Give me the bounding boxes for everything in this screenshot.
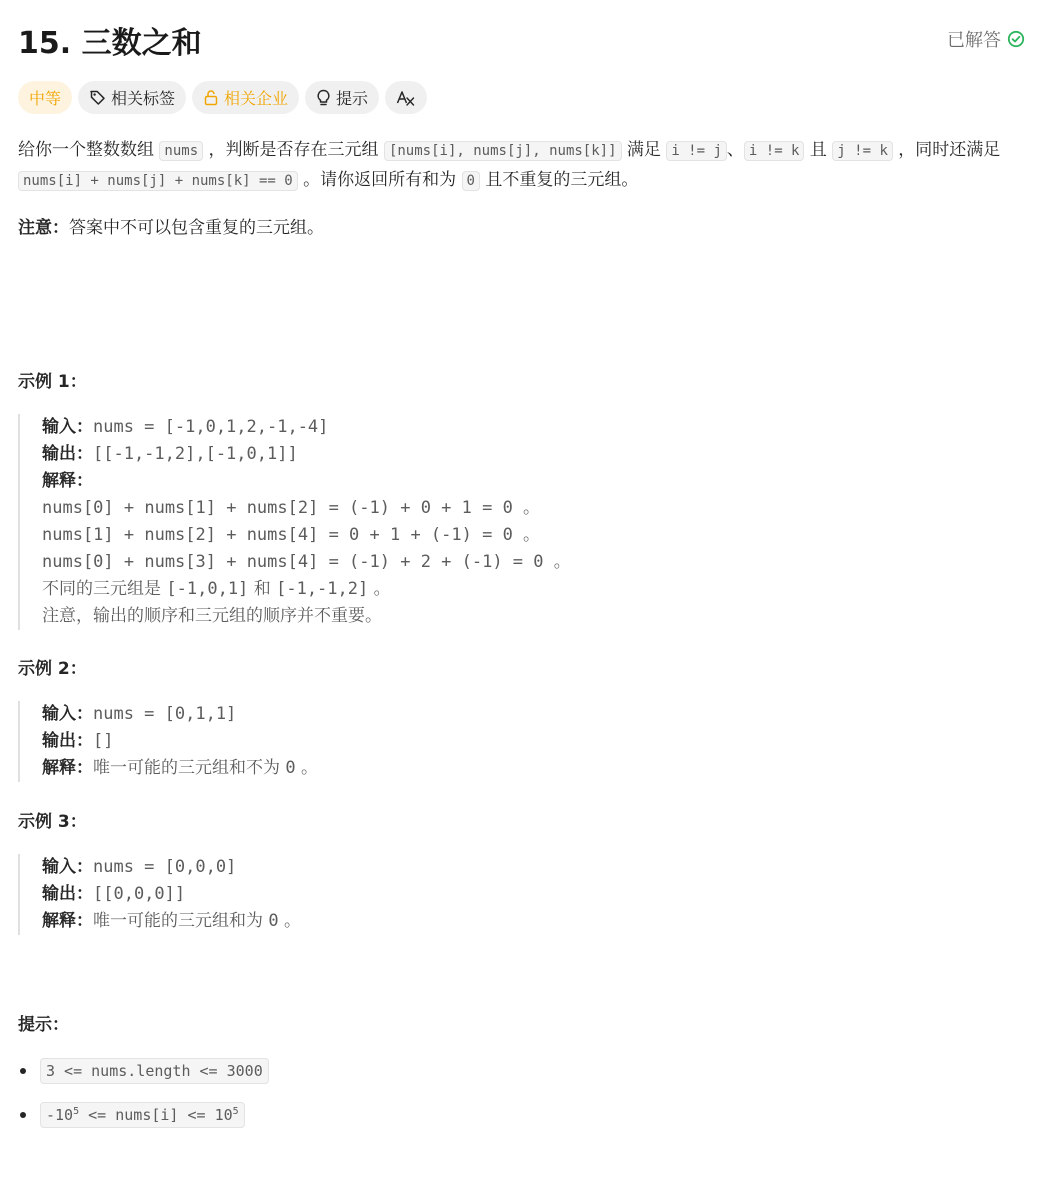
companies-label: 相关企业: [224, 89, 289, 108]
explain-value: 0: [285, 758, 296, 778]
tag-icon: [89, 89, 106, 106]
example-explain-line: [42, 468, 571, 495]
example-output-line: [42, 881, 301, 908]
constraint-text: -10: [46, 1106, 74, 1124]
translate-icon: [396, 89, 416, 107]
example-2-block: [18, 701, 318, 782]
distinct-triplets-line: [42, 576, 571, 603]
constraint-item: [18, 1054, 269, 1098]
input-label: 输入：: [42, 417, 93, 437]
explain-value: 0: [268, 911, 279, 931]
example-output: [[-1,-1,2],[-1,0,1]]: [93, 444, 298, 464]
hint-label: 提示: [336, 89, 369, 108]
example-output: []: [93, 731, 114, 751]
topics-tag-button[interactable]: [78, 81, 186, 114]
example-3-title: 示例 3：: [18, 812, 87, 832]
order-note-line: 注意，输出的顺序和三元组的顺序并不重要。: [42, 606, 382, 626]
companies-tag-button[interactable]: [192, 81, 299, 114]
desc-text: 、: [726, 140, 744, 160]
inline-code: 0: [462, 171, 480, 191]
constraint-item: [18, 1098, 269, 1142]
example-output-line: [42, 728, 318, 755]
desc-text: 且: [804, 140, 833, 160]
inline-code: nums[i] + nums[j] + nums[k] == 0: [18, 171, 298, 191]
inline-code: nums: [159, 141, 203, 161]
desc-text: 给你一个整数数组: [18, 140, 160, 160]
hint-tag-button[interactable]: [305, 81, 379, 114]
note-paragraph: [18, 215, 1028, 241]
example-output: [[0,0,0]]: [93, 884, 186, 904]
inline-code: i != j: [666, 141, 727, 161]
desc-text: 且不重复的三元组。: [479, 170, 639, 190]
explain-step: nums[0] + nums[1] + nums[2] = (-1) + 0 + 1 = 0 。: [42, 498, 541, 518]
output-label: 输出：: [42, 731, 93, 751]
input-label: 输入：: [42, 704, 93, 724]
example-input-line: [42, 701, 318, 728]
example-output-line: [42, 441, 571, 468]
inline-code: i != k: [744, 141, 805, 161]
explain-text: 和: [248, 579, 277, 599]
explain-text: 。: [295, 758, 319, 778]
output-label: 输出：: [42, 444, 93, 464]
triplet-value: [-1,0,1]: [166, 579, 249, 599]
lightbulb-icon: [316, 89, 331, 107]
explain-label: 解释：: [42, 911, 93, 931]
note-text: 答案中不可以包含重复的三元组。: [69, 218, 324, 238]
solved-label: 已解答: [947, 30, 1001, 51]
example-input: nums = [0,1,1]: [93, 704, 237, 724]
problem-title: 15. 三数之和: [18, 26, 202, 61]
example-input-line: [42, 414, 571, 441]
difficulty-tag[interactable]: [18, 81, 72, 114]
constraint-code: 3 <= nums.length <= 3000: [40, 1058, 269, 1084]
constraint-text: <= nums[i] <= 10: [79, 1106, 233, 1124]
check-circle-icon: [1007, 30, 1025, 48]
inline-code: j != k: [832, 141, 893, 161]
explain-step: nums[0] + nums[3] + nums[4] = (-1) + 2 + (-1) = 0 。: [42, 552, 571, 572]
explain-step: nums[1] + nums[2] + nums[4] = 0 + 1 + (-1) = 0 。: [42, 525, 541, 545]
example-explain-line: [42, 908, 301, 935]
explain-text: 。: [278, 911, 302, 931]
solved-status: [947, 26, 1025, 52]
explain-text: 不同的三元组是: [42, 579, 167, 599]
explain-text: 唯一可能的三元组和不为: [93, 758, 286, 778]
translate-button[interactable]: [385, 81, 427, 114]
example-explain-line: [42, 755, 318, 782]
output-label: 输出：: [42, 884, 93, 904]
tag-bar: [18, 81, 427, 114]
desc-text: ，判断是否存在三元组: [203, 140, 384, 160]
explain-label: 解释：: [42, 471, 93, 491]
note-label: 注意：: [18, 218, 69, 238]
example-1-title: 示例 1：: [18, 372, 87, 392]
explain-text: 唯一可能的三元组和为: [93, 911, 269, 931]
problem-description: [18, 136, 1028, 196]
desc-text: ，同时还满足: [892, 140, 1001, 160]
example-2-title: 示例 2：: [18, 659, 87, 679]
constraints-title: 提示：: [18, 1015, 69, 1035]
constraint-code: [40, 1102, 245, 1128]
example-1-block: [18, 414, 571, 630]
explain-text: 。: [368, 579, 391, 599]
input-label: 输入：: [42, 857, 93, 877]
triplet-value: [-1,-1,2]: [276, 579, 369, 599]
topics-label: 相关标签: [111, 89, 176, 108]
desc-text: 满足: [621, 140, 667, 160]
difficulty-label: 中等: [29, 89, 62, 108]
lock-icon: [203, 89, 219, 106]
desc-text: 。请你返回所有和为: [297, 170, 462, 190]
example-input-line: [42, 854, 301, 881]
exponent: 5: [232, 1106, 239, 1117]
example-3-block: [18, 854, 301, 935]
example-input: nums = [0,0,0]: [93, 857, 237, 877]
constraints-list: [18, 1054, 269, 1142]
exponent: 5: [73, 1106, 80, 1117]
example-input: nums = [-1,0,1,2,-1,-4]: [93, 417, 329, 437]
inline-code: [nums[i], nums[j], nums[k]]: [384, 141, 622, 161]
explain-label: 解释：: [42, 758, 93, 778]
